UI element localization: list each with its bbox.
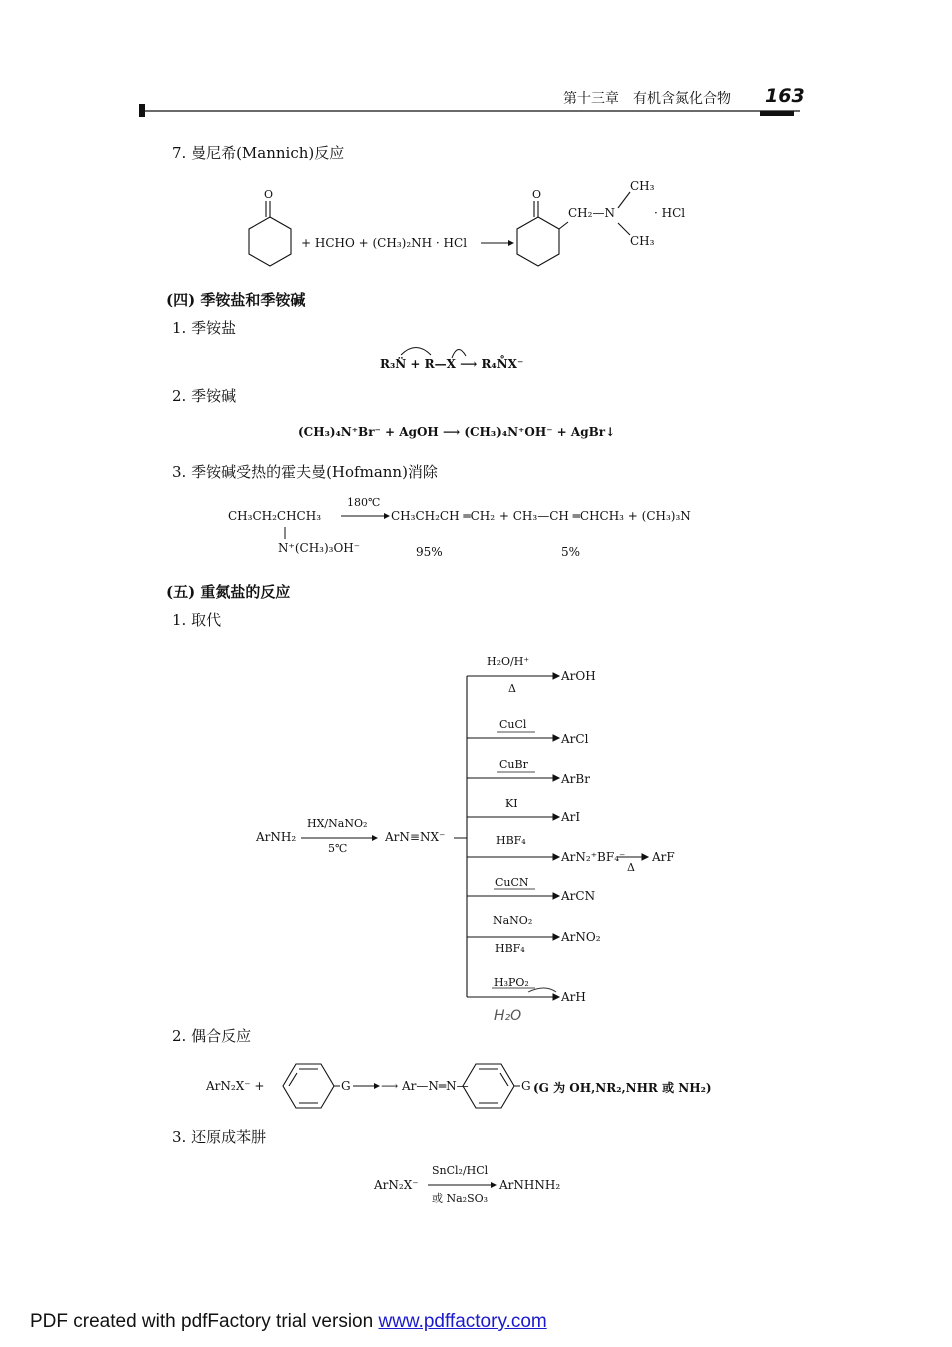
reduction-product: ArNHNH₂	[499, 1178, 561, 1192]
footer-link[interactable]: www.pdffactory.com	[378, 1311, 547, 1332]
hofmann-products: CH₃CH₂CH ═CH₂ + CH₃—CH ═CHCH₃ + (CH₃)₃N	[391, 509, 691, 523]
footer-text: PDF created with pdfFactory trial version	[30, 1311, 379, 1332]
reagent-h2o: H₂O/H⁺	[487, 655, 530, 668]
coupling-note: (G 为 OH,NR₂,NHR 或 NH₂)	[533, 1081, 712, 1095]
reagent-hbf4-2: HBF₄	[495, 942, 525, 955]
mannich-product-structure	[517, 192, 630, 266]
benzene-ring-2	[463, 1064, 514, 1108]
product-ari: ArI	[561, 810, 581, 824]
methyl-top: CH₃	[630, 179, 655, 193]
product-arcl: ArCl	[561, 732, 589, 746]
chapter-title: 第十三章 有机含氮化合物	[563, 91, 731, 107]
aniline: ArNH₂	[256, 830, 297, 844]
methylene-nitrogen: CH₂—N	[568, 206, 615, 220]
product-aroh: ArOH	[561, 669, 596, 683]
yield-minor: 5%	[561, 545, 581, 559]
mannich-title: 7. 曼尼希(Mannich)反应	[172, 144, 345, 162]
mannich-reagents: + HCHO + (CH₃)₂NH · HCl	[301, 236, 468, 250]
product-arbr: ArBr	[561, 772, 590, 786]
heat-symbol: Δ	[508, 682, 516, 695]
reagent-ki: KI	[505, 797, 518, 810]
section-5-heading: (五) 重氮盐的反应	[166, 583, 291, 601]
reagent-cucn: CuCN	[495, 876, 529, 889]
reduction-reagent: SnCl₂/HCl	[432, 1164, 489, 1177]
reagent-cucl: CuCl	[499, 718, 527, 731]
reduction-heading: 3. 还原成苯肼	[172, 1128, 267, 1146]
arf-heat-symbol: Δ	[627, 861, 635, 874]
reagent-hbf4: HBF₄	[496, 834, 526, 847]
diazotization-temp: 5℃	[328, 842, 348, 855]
coupling-g-left: G	[341, 1079, 351, 1093]
quaternary-salt-heading: 1. 季铵盐	[172, 319, 237, 337]
coupling-heading: 2. 偶合反应	[172, 1027, 252, 1045]
reagent-cubr: CuBr	[499, 758, 528, 771]
pdf-footer	[30, 1311, 547, 1333]
reagent-nano2: NaNO₂	[493, 914, 533, 927]
methyl-bottom: CH₃	[630, 234, 655, 248]
product-arf: ArF	[652, 850, 675, 864]
reduction-alt-reagent: 或 Na₂SO₃	[432, 1192, 489, 1205]
yield-major: 95%	[416, 545, 443, 559]
cyclohexanone-structure	[249, 201, 291, 266]
hcl-salt: · HCl	[654, 206, 686, 220]
section-4-heading: (四) 季铵盐和季铵碱	[166, 291, 306, 309]
diazotization-reagent: HX/NaNO₂	[307, 817, 368, 830]
hofmann-reactant: CH₃CH₂CHCH₃	[228, 509, 322, 523]
product-arno2: ArNO₂	[561, 930, 601, 944]
substitution-heading: 1. 取代	[172, 611, 222, 629]
coupling-azo: ⟶ Ar—N═N—	[381, 1079, 469, 1093]
quaternary-base-equation: (CH₃)₄N⁺Br⁻ + AgOH ⟶ (CH₃)₄N⁺OH⁻ + AgBr↓	[298, 425, 616, 439]
coupling-diazonium: ArN₂X⁻ +	[206, 1079, 265, 1093]
reduction-reactant: ArN₂X⁻	[374, 1178, 419, 1192]
product-arh: ArH	[561, 990, 586, 1004]
hofmann-substituent: N⁺(CH₃)₃OH⁻	[278, 541, 361, 555]
page-number: 163	[765, 85, 805, 107]
quaternary-base-heading: 2. 季铵碱	[172, 387, 237, 405]
handwritten-note: H₂O	[494, 1008, 522, 1024]
benzene-ring-1	[283, 1064, 334, 1108]
product-arcn: ArCN	[561, 889, 596, 903]
hofmann-condition: 180℃	[347, 496, 381, 509]
hofmann-heading: 3. 季铵碱受热的霍夫曼(Hofmann)消除	[172, 463, 438, 481]
reagent-h3po2: H₃PO₂	[494, 976, 529, 989]
quaternary-salt-equation: R₃N̈ + R—X ⟶ R₄N̊X⁻	[380, 357, 524, 371]
carbonyl-o-left: O	[264, 188, 274, 201]
product-arn2bf4: ArN₂⁺BF₄⁻	[561, 850, 626, 864]
diazonium-salt: ArN≡NX⁻	[385, 830, 446, 844]
coupling-g-right: G	[521, 1079, 531, 1093]
carbonyl-o-right: O	[532, 188, 542, 201]
